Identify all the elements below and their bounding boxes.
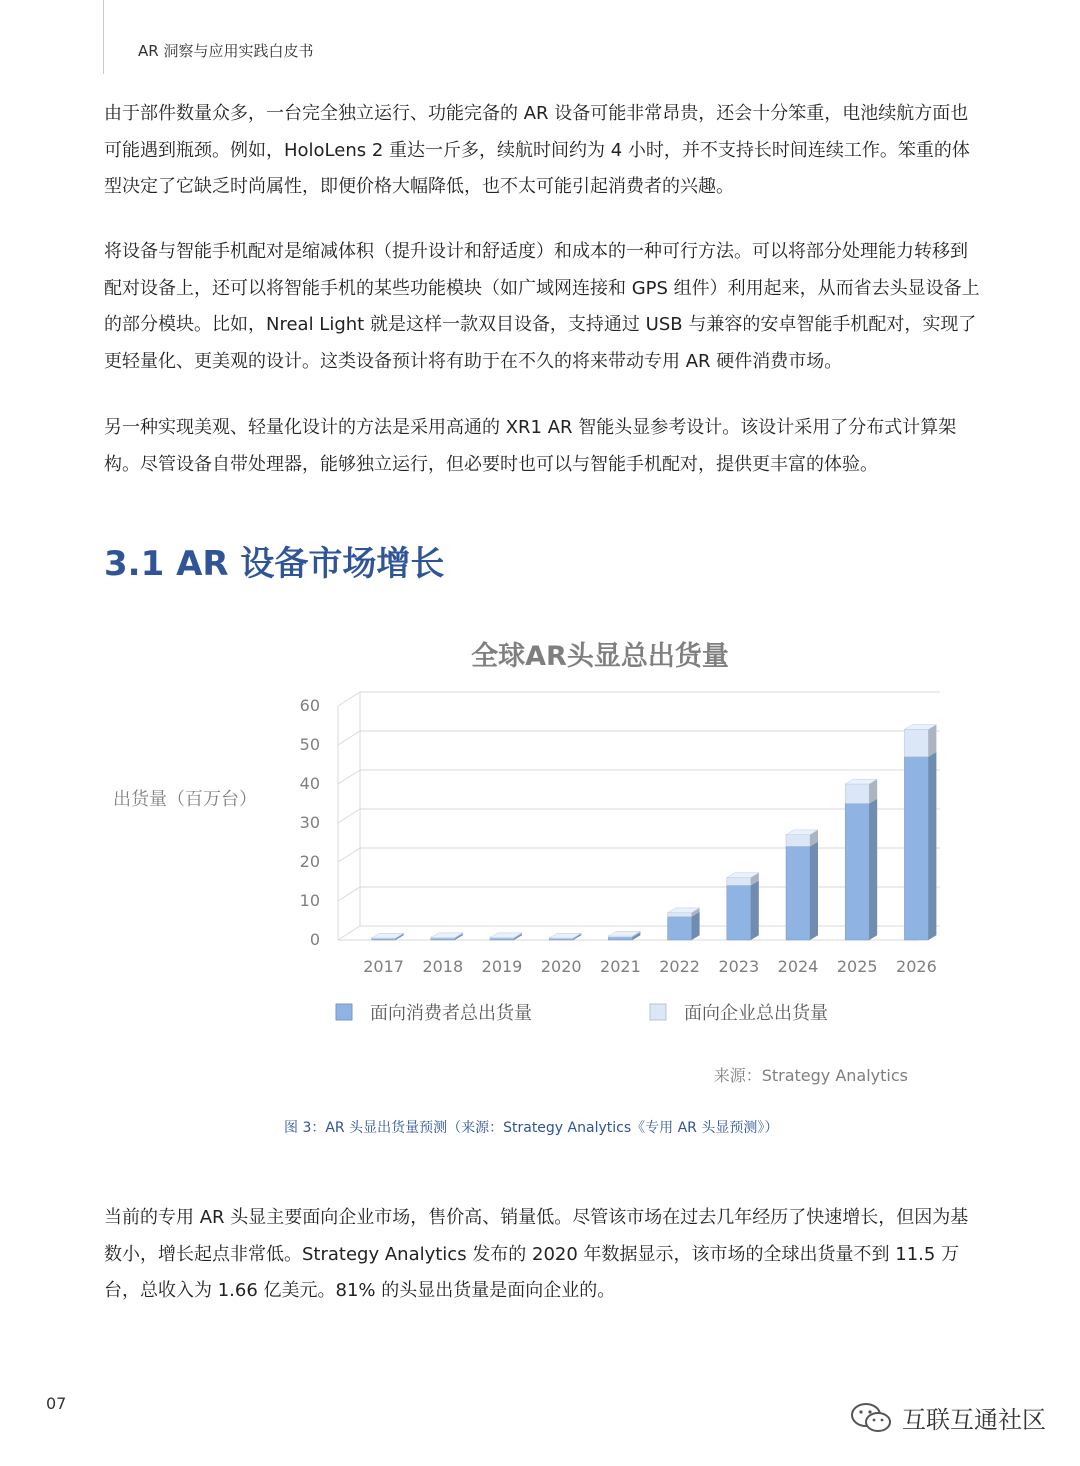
grid-diagonal [338,770,360,784]
x-tick-label: 2021 [600,957,641,976]
x-tick-label: 2026 [896,957,937,976]
bar-side-2022 [692,912,700,940]
y-tick-label: 50 [299,735,320,754]
grid-diagonal [338,887,360,901]
y-tick-label: 0 [309,930,320,949]
legend-label-1: 面向企业总出货量 [684,1003,828,1024]
x-tick-label: 2024 [777,957,819,976]
chart-y-axis-label: 出货量（百万台） [113,789,257,810]
grid-diagonal [338,692,360,706]
bar-enterprise-2026 [904,729,928,756]
running-header: AR 洞察与应用实践白皮书 [138,42,314,60]
legend-label-0: 面向消费者总出货量 [370,1003,532,1024]
bar-consumer-2025 [845,804,869,941]
x-tick-label: 2023 [718,957,760,976]
watermark [850,1400,1046,1435]
x-tick-label: 2018 [422,957,464,976]
grid-diagonal [338,809,360,823]
y-tick-label: 60 [299,696,320,715]
bar-enterprise-2025 [845,784,869,804]
chart-svg [110,620,950,1100]
y-tick-label: 40 [299,774,320,793]
bar-consumer-2026 [904,757,928,940]
y-tick-label: 20 [299,852,320,871]
legend-swatch-0 [336,1004,352,1020]
bar-consumer-2024 [786,846,810,940]
figure-caption: 图 3：AR 头显出货量预测（来源：Strategy Analytics《专用 AR 头显预测》） [284,1120,779,1136]
wechat-icon [850,1401,892,1435]
x-tick-label: 2025 [836,957,878,976]
page-number: 07 [46,1394,67,1413]
bar-side-2024 [810,842,818,940]
bar-side-2025 [869,799,877,940]
header-divider [103,0,104,74]
bar-side-2026 [928,725,936,757]
grid-diagonal [338,926,360,940]
bar-side-2026 [928,752,936,940]
bar-consumer-2023 [727,885,751,940]
chart-source: 来源：Strategy Analytics [713,1066,908,1085]
y-tick-label: 30 [299,813,320,832]
bar-enterprise-2022 [668,913,692,917]
bar-consumer-2021 [608,937,632,940]
watermark-text: 互联互通社区 [902,1406,1046,1434]
x-tick-label: 2019 [481,957,523,976]
grid-diagonal [338,731,360,745]
bar-consumer-2022 [668,917,692,940]
shipments-chart [110,620,950,1100]
paragraph-4: 当前的专用 AR 头显主要面向企业市场，售价高、销量低。尽管该市场在过去几年经历了快速增长，但因为基数小，增长起点非常低。Strategy Analytics 发布的 2020 年数据显示，该市场的全球出货量不到 11.5 万台，总收入为 1.66 亿美元。81% 的头显出货量是面向企业的。 [104,1207,969,1301]
bar-enterprise-2023 [727,878,751,886]
bar-enterprise-2024 [786,835,810,847]
grid-diagonal [338,848,360,862]
bar-side-2023 [751,881,759,940]
section-title: 3.1 AR 设备市场增长 [104,544,445,584]
chart-title: 全球AR头显总出货量 [471,641,729,672]
y-tick-label: 10 [299,891,320,910]
paragraph-2: 将设备与智能手机配对是缩减体积（提升设计和舒适度）和成本的一种可行方法。可以将部分处理能力转移到配对设备上，还可以将智能手机的某些功能模块（如广域网连接和 GPS 组件）利用起来，从而省去头显设备上的部分模块。比如，Nreal Light 就是这样一款双目设备，支持通过 USB 与兼容的安卓智能手机配对，实现了更轻量化、更美观的设计。这类设备预计将有助于在不久的将来带动专用 AR 硬件消费市场。 [104,241,980,372]
x-tick-label: 2022 [659,957,700,976]
paragraph-1: 由于部件数量众多，一台完全独立运行、功能完备的 AR 设备可能非常昂贵，还会十分笨重，电池续航方面也可能遇到瓶颈。例如，HoloLens 2 重达一斤多，续航时间约为 4 小时，并不支持长时间连续工作。笨重的体型决定了它缺乏时尚属性，即便价格大幅降低，也不太可能引起消费者的兴趣。 [104,103,970,197]
x-tick-label: 2017 [363,957,404,976]
x-tick-label: 2020 [540,957,582,976]
legend-swatch-1 [650,1004,666,1020]
paragraph-3: 另一种实现美观、轻量化设计的方法是采用高通的 XR1 AR 智能头显参考设计。该设计采用了分布式计算架构。尽管设备自带处理器，能够独立运行，但必要时也可以与智能手机配对，提供更丰富的体验。 [104,417,957,475]
